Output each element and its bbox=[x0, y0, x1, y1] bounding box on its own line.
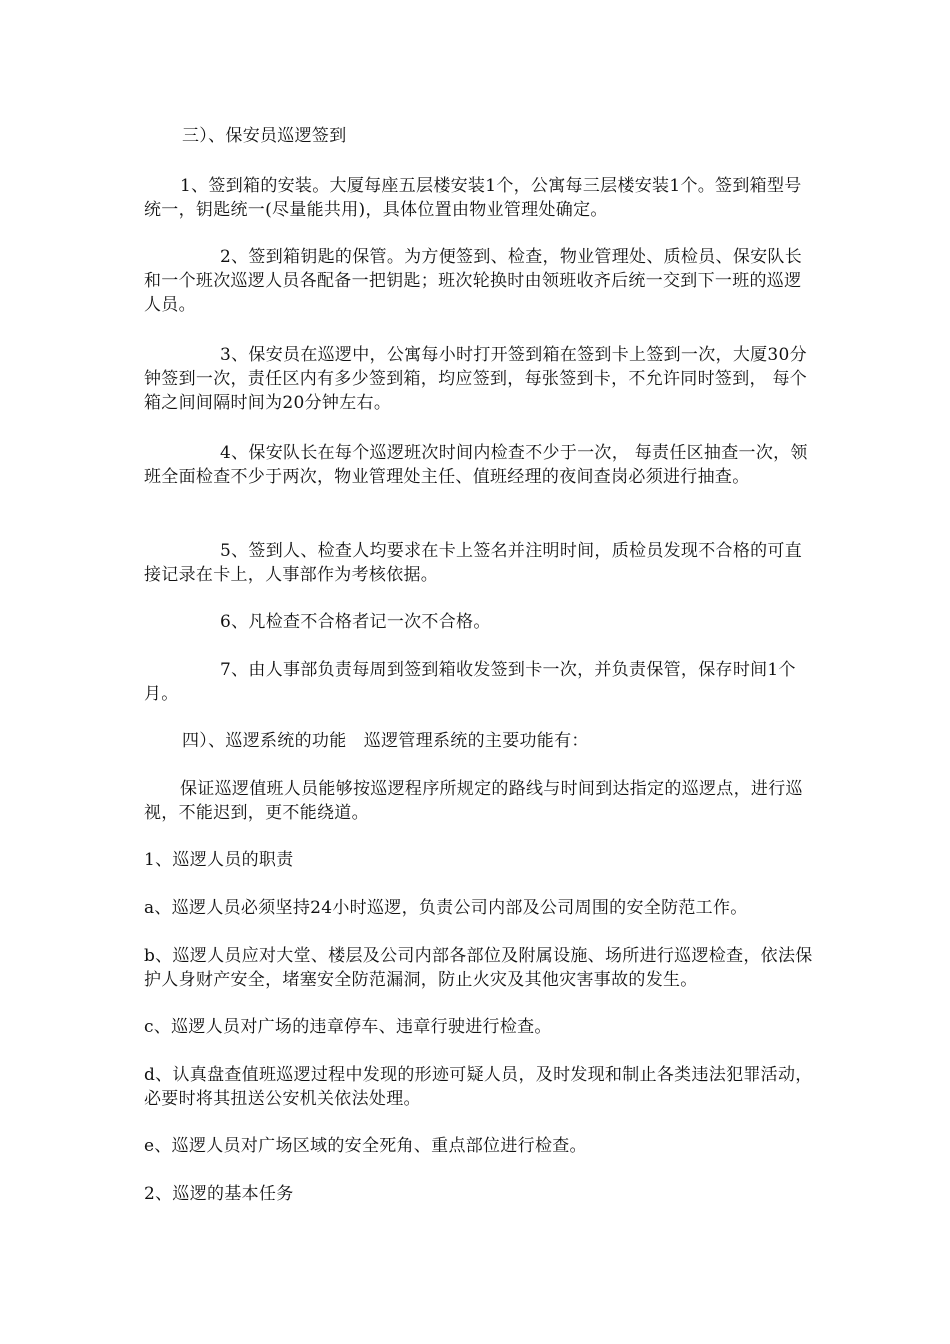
paragraph-signin-box-installation: 1、签到箱的安装。大厦每座五层楼安装1个，公寓每三层楼安装1个。签到箱型号统一，钥匙统一(尽量能共用)，具体位置由物业管理处确定。 bbox=[144, 176, 802, 220]
paragraph-key-custody: 2、签到箱钥匙的保管。为方便签到、检查，物业管理处、质检员、保安队长和一个班次巡逻人员各配备一把钥匙；班次轮换时由领班收齐后统一交到下一班的巡逻人员。 bbox=[144, 247, 803, 315]
section-heading-patrol-system-functions: 四）、巡逻系统的功能 巡逻管理系统的主要功能有： bbox=[182, 731, 589, 751]
paragraph-signature-requirements: 5、签到人、检查人均要求在卡上签名并注明时间，质检员发现不合格的可直接记录在卡上，人事部作为考核依据。 bbox=[144, 541, 803, 585]
paragraph-nonconformity-record: 6、凡检查不合格者记一次不合格。 bbox=[220, 612, 491, 632]
list-item-duty-a: a、巡逻人员必须坚持24小时巡逻，负责公司内部及公司周围的安全防范工作。 bbox=[144, 898, 748, 918]
list-item-duty-e: e、巡逻人员对广场区域的安全死角、重点部位进行检查。 bbox=[144, 1136, 587, 1156]
list-item-duty-c: c、巡逻人员对广场的违章停车、违章行驶进行检查。 bbox=[144, 1017, 552, 1037]
paragraph-card-collection: 7、由人事部负责每周到签到箱收发签到卡一次，并负责保管，保存时间1个月。 bbox=[144, 660, 796, 704]
subheading-patrol-duties: 1、巡逻人员的职责 bbox=[144, 850, 294, 870]
section-heading-patrol-signin: 三）、保安员巡逻签到 bbox=[182, 126, 347, 146]
subheading-patrol-basic-tasks: 2、巡逻的基本任务 bbox=[144, 1184, 294, 1204]
paragraph-patrol-signin-frequency: 3、保安员在巡逻中，公寓每小时打开签到箱在签到卡上签到一次，大厦30分钟签到一次，责任区内有多少签到箱，均应签到，每张签到卡，不允许同时签到， 每个箱之间间隔时间为20分钟左右。 bbox=[144, 345, 808, 413]
list-item-duty-b: b、巡逻人员应对大堂、楼层及公司内部各部位及附属设施、场所进行巡逻检查，依法保护人身财产安全，堵塞安全防范漏洞，防止火灾及其他灾害事故的发生。 bbox=[144, 946, 813, 990]
list-item-duty-d: d、认真盘查值班巡逻过程中发现的形迹可疑人员，及时发现和制止各类违法犯罪活动，必要时将其扭送公安机关依法处理。 bbox=[144, 1065, 813, 1109]
paragraph-inspection-requirements: 4、保安队长在每个巡逻班次时间内检查不少于一次， 每责任区抽查一次，领班全面检查不少于两次，物业管理处主任、值班经理的夜间查岗必须进行抽查。 bbox=[144, 443, 808, 487]
paragraph-system-function-description: 保证巡逻值班人员能够按巡逻程序所规定的路线与时间到达指定的巡逻点，进行巡视，不能迟到，更不能绕道。 bbox=[144, 779, 803, 823]
